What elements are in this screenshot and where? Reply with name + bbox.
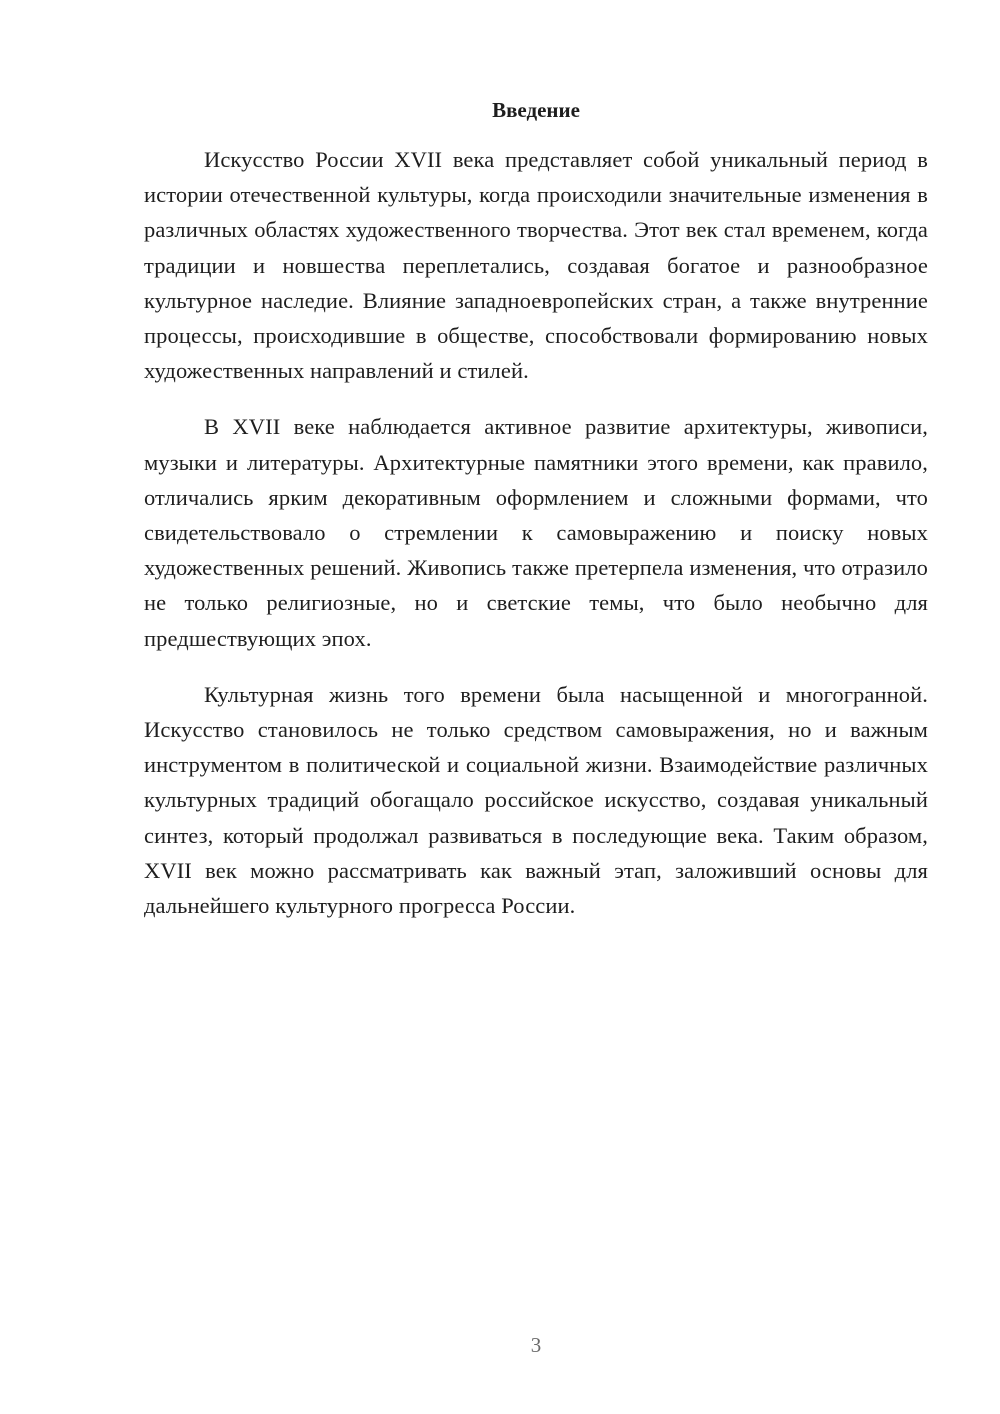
paragraph-3: Культурная жизнь того времени была насыщенной и многогранной. Искусство становилось не только средством самовыражения, но и важным инструментом в политической и социальной жизни. Взаимодействие различных культурных традиций обогащало российское искусство, создавая уникальный синтез, который продолжал развиваться в последующие века. Таким образом, XVII век можно рассматривать как важный этап, заложивший основы для дальнейшего культурного прогресса России. xyxy=(144,681,928,919)
page-number: 3 xyxy=(530,1333,542,1357)
paragraph-1: Искусство России XVII века представляет собой уникальный период в истории отечественной культуры, когда происходили значительные изменения в различных областях художественного творчества. Этот век стал временем, когда традиции и новшества переплетались, создавая богатое и разнообразное культурное наследие. Влияние западноевропейских стран, а также внутренние процессы, происходившие в обществе, способствовали формированию новых художественных направлений и стилей. xyxy=(144,147,928,384)
paragraph-2: В XVII веке наблюдается активное развитие архитектуры, живописи, музыки и литературы. Архитектурные памятники этого времени, как правило, отличались ярким декоративным оформлением и сложными формами, что свидетельствовало о стремлении к самовыражению и поиску новых художественных решений. Живопись также претерпела изменения, что отразило не только религиозные, но и светские темы, что было необычно для предшествующих эпох. xyxy=(144,414,928,651)
section-heading: Введение xyxy=(492,98,580,122)
page-content xyxy=(144,95,928,944)
